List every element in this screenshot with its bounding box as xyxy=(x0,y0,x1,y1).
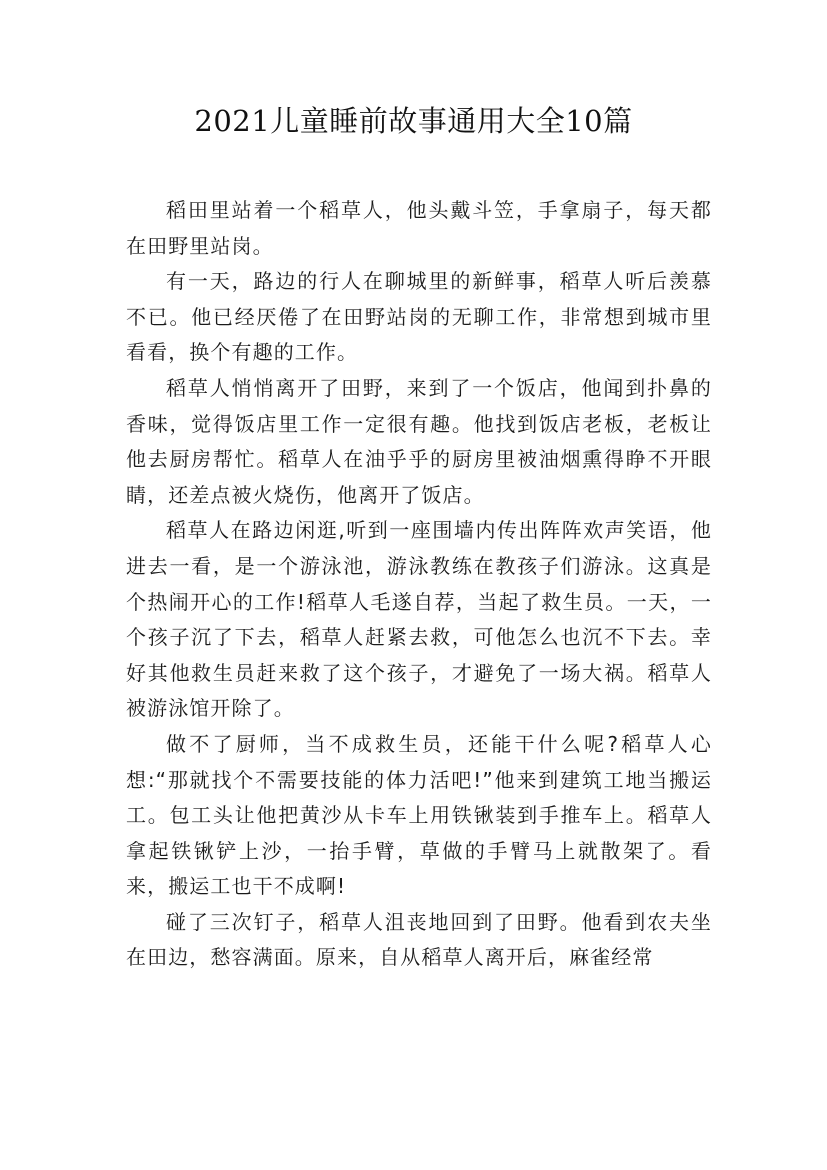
paragraph: 碰了三次钉子，稻草人沮丧地回到了田野。他看到农夫坐在田边，愁容满面。原来，自从稻草人离开后，麻雀经常 xyxy=(126,909,712,970)
paragraph: 有一天，路边的行人在聊城里的新鲜事，稻草人听后羡慕不已。他已经厌倦了在田野站岗的无聊工作，非常想到城市里看看，换个有趣的工作。 xyxy=(126,269,712,365)
document-title: 2021儿童睡前故事通用大全10篇 xyxy=(194,104,633,138)
paragraph: 稻田里站着一个稻草人，他头戴斗笠，手拿扇子，每天都在田野里站岗。 xyxy=(126,198,712,258)
document-body xyxy=(126,193,712,976)
paragraph: 稻草人在路边闲逛,听到一座围墙内传出阵阵欢声笑语，他进去一看，是一个游泳池，游泳教练在教孩子们游泳。这真是个热闹开心的工作!稻草人毛遂自荐，当起了救生员。一天，一个孩子沉了下去，稻草人赶紧去救，可他怎么也沉不下去。幸好其他救生员赶来救了这个孩子，才避免了一场大祸。稻草人被游泳馆开除了。 xyxy=(126,518,712,721)
paragraph: 做不了厨师，当不成救生员，还能干什么呢?稻草人心想:“那就找个不需要技能的体力活吧!”他来到建筑工地当搬运工。包工头让他把黄沙从卡车上用铁锹装到手推车上。稻草人拿起铁锹铲上沙，一抬手臂，草做的手臂马上就散架了。看来，搬运工也干不成啊! xyxy=(126,731,712,899)
paragraph: 稻草人悄悄离开了田野，来到了一个饭店，他闻到扑鼻的香味，觉得饭店里工作一定很有趣。他找到饭店老板，老板让他去厨房帮忙。稻草人在油乎乎的厨房里被油烟熏得睁不开眼睛，还差点被火烧伤，他离开了饭店。 xyxy=(126,375,712,507)
